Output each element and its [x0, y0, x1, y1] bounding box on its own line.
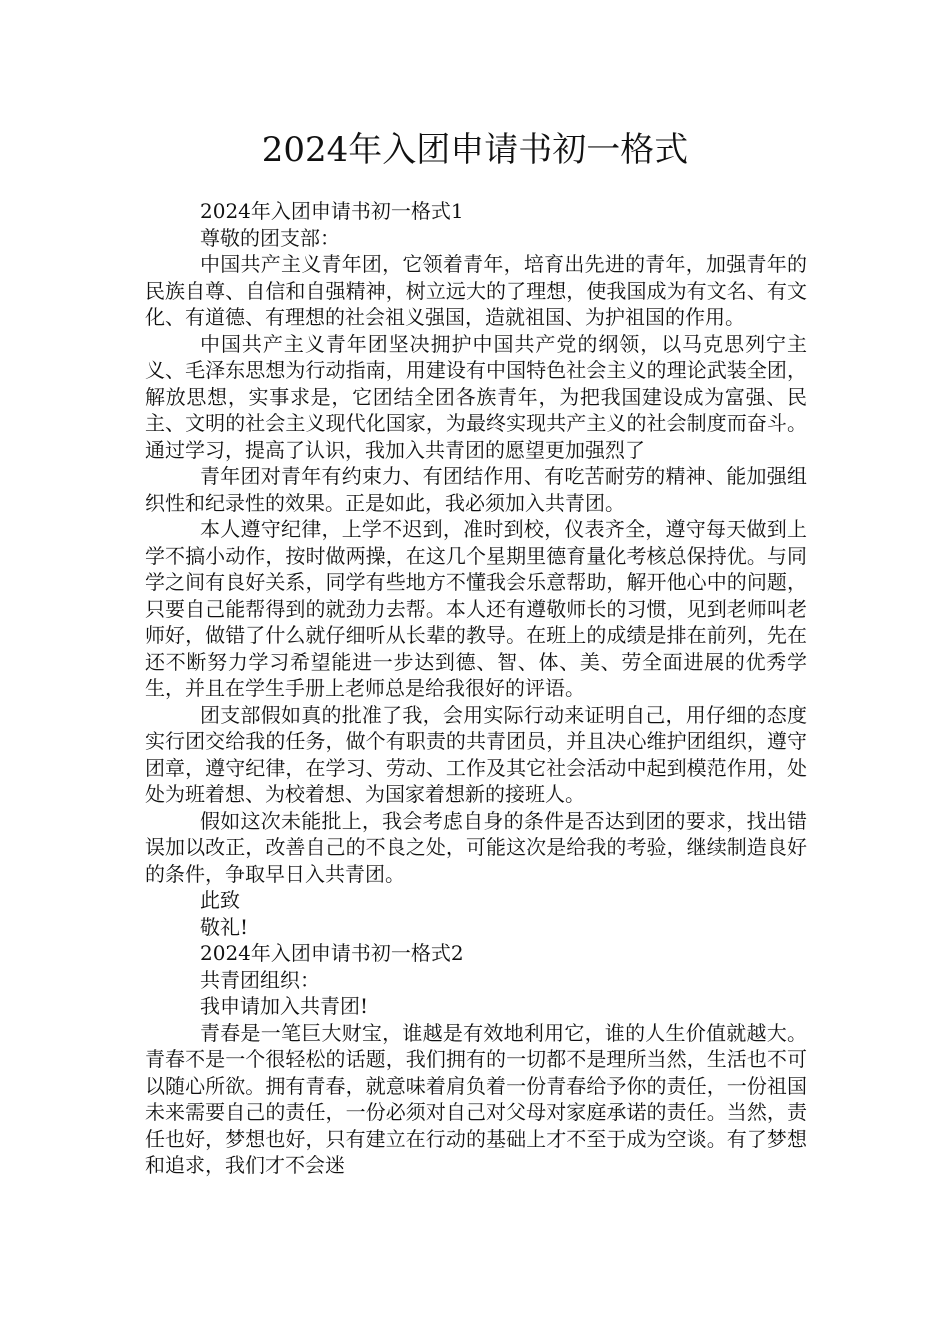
salutation-2: 共青团组织： [200, 967, 320, 992]
body-paragraph: 我申请加入共青团! [200, 994, 369, 1018]
section-heading-2: 2024年入团申请书初一格式2 [200, 941, 464, 965]
body-paragraph: 青春是一笔巨大财宝，谁越是有效地利用它，谁的人生价值就越大。青春不是一个很轻松的话题，我们拥有的一切都不是理所当然，生活也不可以随心所欲。拥有青春，就意味着肩负着一份青春给予你的责任，一份祖国未来需要自己的责任，一份必须对自己对父母对家庭承诺的责任。当然，责任也好，梦想也好，只有建立在行动的基础上才不至于成为空谈。有了梦想和追求，我们才不会迷 [145, 1020, 807, 1177]
closing-line: 此致 [200, 888, 240, 912]
body-paragraph: 假如这次未能批上，我会考虑自身的条件是否达到团的要求，找出错误加以改正，改善自己的不良之处，可能这次是给我的考验，继续制造良好的条件，争取早日入共青团。 [145, 808, 807, 886]
body-paragraph: 本人遵守纪律，上学不迟到，准时到校，仪表齐全，遵守每天做到上学不搞小动作，按时做两操，在这几个星期里德育量化考核总保持优。与同学之间有良好关系，同学有些地方不懂我会乐意帮助，解开他心中的问题，只要自己能帮得到的就劲力去帮。本人还有遵敬师长的习惯，见到老师叫老师好，做错了什么就仔细听从长辈的教导。在班上的成绩是排在前列，先在还不断努力学习希望能进一步达到德、智、体、美、劳全面进展的优秀学生，并且在学生手册上老师总是给我很好的评语。 [145, 517, 807, 700]
body-paragraph: 青年团对青年有约束力、有团结作用、有吃苦耐劳的精神、能加强组织性和纪录性的效果。正是如此，我必须加入共青团。 [145, 464, 807, 515]
salutation-1: 尊敬的团支部： [200, 225, 340, 250]
section-heading-1: 2024年入团申请书初一格式1 [200, 199, 464, 223]
body-paragraph: 中国共产主义青年团，它领着青年，培育出先进的青年，加强青年的民族自尊、自信和自强精神，树立远大的了理想，使我国成为有文名、有文化、有道德、有理想的社会祖义强国，造就祖国、为护祖国的作用。 [145, 252, 807, 329]
document-body [145, 198, 807, 1179]
body-paragraph: 团支部假如真的批准了我，会用实际行动来证明自己，用仔细的态度实行团交给我的任务，做个有职责的共青团员，并且决心维护团组织，遵守团章，遵守纪律，在学习、劳动、工作及其它社会活动中起到模范作用，处处为班着想、为校着想、为国家着想新的接班人。 [145, 702, 807, 806]
document-title: 2024年入团申请书初一格式 [261, 130, 689, 170]
closing-regards: 敬礼! [200, 914, 249, 939]
body-paragraph: 中国共产主义青年团坚决拥护中国共产党的纲领，以马克思列宁主义、毛泽东思想为行动指南，用建设有中国特色社会主义的理论武装全团，解放思想，实事求是，它团结全团各族青年，为把我国建设成为富强、民主、文明的社会主义现代化国家，为最终实现共产主义的社会制度而奋斗。通过学习，提高了认识，我加入共青团的愿望更加强烈了 [145, 331, 807, 462]
